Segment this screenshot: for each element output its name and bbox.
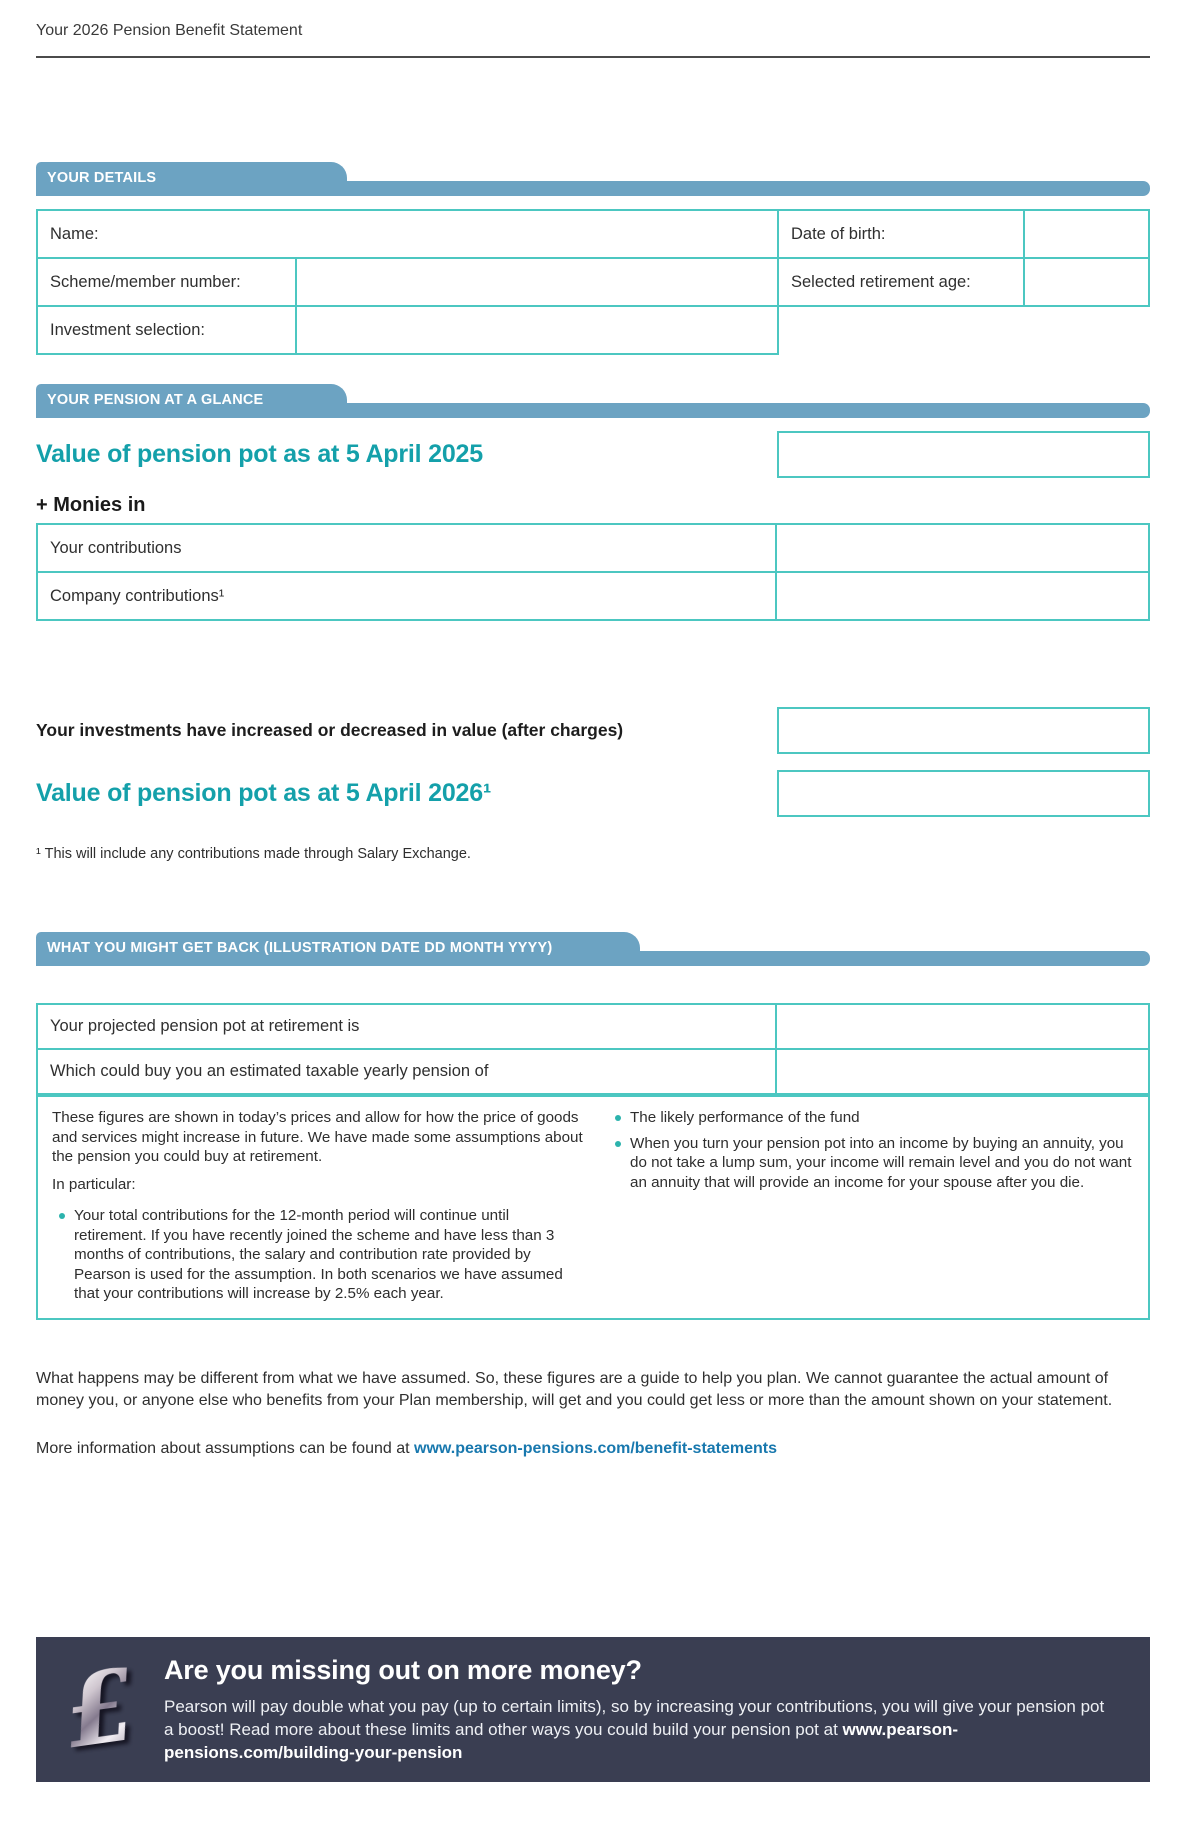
pound-icon: £ bbox=[58, 1647, 142, 1771]
section-title-your-details: YOUR DETAILS bbox=[47, 170, 157, 186]
page-title: Your 2026 Pension Benefit Statement bbox=[36, 22, 303, 39]
scheme-number-label-cell: Scheme/member number: bbox=[38, 259, 297, 307]
pot-2025-row bbox=[36, 431, 1150, 478]
pot-2026-heading: Value of pension pot as at 5 April 2026¹ bbox=[36, 779, 492, 807]
list-item bbox=[608, 1108, 1134, 1128]
bullet-icon bbox=[615, 1141, 621, 1147]
projection-table bbox=[36, 1003, 1150, 1095]
pot-2026-row bbox=[36, 770, 1150, 817]
investment-selection-label-cell: Investment selection: bbox=[38, 307, 297, 355]
annuity-assumption-text: When you turn your pension pot into an income by buying an annuity, you do not take a lump sum, your income will remain level and you do not want an annuity that will provide an income for your spouse after you die. bbox=[630, 1134, 1132, 1191]
yearly-pension-value-cell bbox=[777, 1050, 1150, 1095]
name-label-cell: Name: bbox=[38, 211, 779, 259]
section-bar-your-details bbox=[36, 162, 1150, 196]
list-item bbox=[608, 1134, 1134, 1193]
pound-icon-wrap bbox=[36, 1647, 164, 1771]
benefit-statements-link[interactable]: www.pearson-pensions.com/benefit-statements bbox=[414, 1440, 778, 1457]
salary-exchange-footnote: ¹ This will include any contributions made through Salary Exchange. bbox=[36, 846, 471, 862]
pot-2025-value-box bbox=[777, 431, 1150, 478]
building-your-pension-link[interactable]: www.pearson-pensions.com/building-your-pension bbox=[164, 1720, 959, 1762]
in-particular-label: In particular: bbox=[52, 1175, 136, 1193]
banner-text-block bbox=[164, 1655, 1150, 1764]
pot-2025-heading: Value of pension pot as at 5 April 2025 bbox=[36, 440, 483, 468]
investments-change-value-box bbox=[777, 707, 1150, 754]
banner-body-text: Pearson will pay double what you pay (up to certain limits), so by increasing your contributions, you will give your pension pot a boost! Read more about these limits and other ways you could build your pension pot at bbox=[164, 1697, 1105, 1739]
scheme-number-value-cell bbox=[297, 259, 779, 307]
projected-pot-label-cell: Your projected pension pot at retirement is bbox=[38, 1005, 777, 1050]
bullet-icon bbox=[59, 1213, 65, 1219]
list-item bbox=[52, 1206, 584, 1304]
your-contributions-label-cell: Your contributions bbox=[38, 525, 777, 573]
assumptions-left-column bbox=[38, 1097, 598, 1318]
pot-2026-value-box bbox=[777, 770, 1150, 817]
more-info-line bbox=[36, 1440, 777, 1458]
more-info-prefix: More information about assumptions can be found at bbox=[36, 1440, 414, 1457]
dob-label-cell: Date of birth: bbox=[779, 211, 1025, 259]
empty-region bbox=[779, 307, 1150, 355]
monies-in-table bbox=[36, 523, 1150, 621]
section-tab bbox=[36, 384, 347, 418]
dob-value-cell bbox=[1025, 211, 1150, 259]
contributions-assumption-text: Your total contributions for the 12-month period will continue until retirement. If you have recently joined the scheme and have less than 3 months of contributions, the salary and contribution rate provided by Pearson is used for the assumption. In both scenarios we have assumed that your contributions will increase by 2.5% each year. bbox=[74, 1207, 563, 1302]
company-contributions-value-cell bbox=[777, 573, 1150, 621]
retirement-age-label-cell: Selected retirement age: bbox=[779, 259, 1025, 307]
assumptions-right-column bbox=[598, 1097, 1148, 1318]
section-tab bbox=[36, 162, 347, 196]
investment-selection-value-cell bbox=[297, 307, 779, 355]
yearly-pension-label-cell: Which could buy you an estimated taxable yearly pension of bbox=[38, 1050, 777, 1095]
details-table bbox=[36, 209, 1150, 355]
fund-performance-text: The likely performance of the fund bbox=[630, 1109, 860, 1126]
company-contributions-label-cell: Company contributions¹ bbox=[38, 573, 777, 621]
investments-change-label: Your investments have increased or decreased in value (after charges) bbox=[36, 720, 624, 740]
retirement-age-value-cell bbox=[1025, 259, 1150, 307]
section-title-pension-at-a-glance: YOUR PENSION AT A GLANCE bbox=[47, 392, 264, 408]
section-bar-pension-at-a-glance bbox=[36, 384, 1150, 418]
section-bar-what-you-might-get-back bbox=[36, 932, 1150, 966]
section-tab bbox=[36, 932, 640, 966]
banner-heading: Are you missing out on more money? bbox=[164, 1655, 642, 1685]
monies-in-heading: + Monies in bbox=[36, 494, 146, 516]
investments-change-row bbox=[36, 707, 1150, 754]
bullet-icon bbox=[615, 1115, 621, 1121]
more-money-banner bbox=[36, 1637, 1150, 1782]
title-divider bbox=[36, 56, 1150, 58]
assumptions-paragraph: These figures are shown in today’s prices and allow for how the price of goods and services might increase in future. We have made some assumptions about the pension you could buy at retirement. bbox=[52, 1109, 583, 1165]
guarantee-disclaimer: What happens may be different from what we have assumed. So, these figures are a guide to help you plan. We cannot guarantee the actual amount of money you, or anyone else who benefits from your Plan membership, will get and you could get less or more than the amount shown on your statement. bbox=[36, 1370, 1113, 1409]
assumptions-box bbox=[36, 1095, 1150, 1320]
section-title-what-you-might-get-back: WHAT YOU MIGHT GET BACK (ILLUSTRATION DATE DD MONTH YYYY) bbox=[47, 940, 553, 956]
your-contributions-value-cell bbox=[777, 525, 1150, 573]
banner-body bbox=[164, 1695, 1106, 1764]
projected-pot-value-cell bbox=[777, 1005, 1150, 1050]
